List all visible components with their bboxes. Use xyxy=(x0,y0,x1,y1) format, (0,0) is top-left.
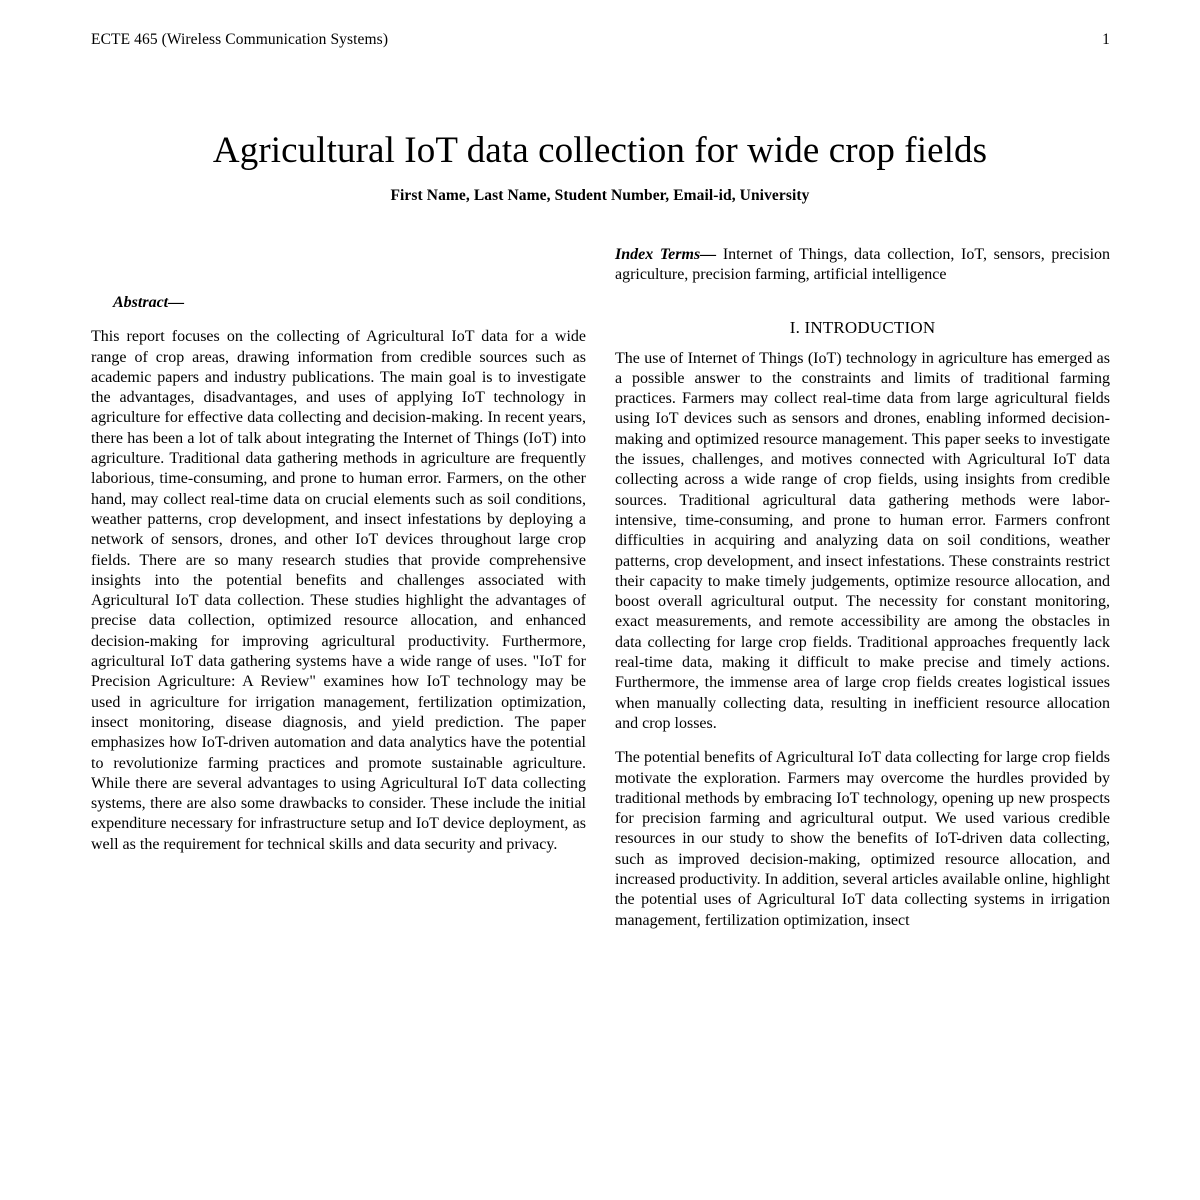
title-block xyxy=(120,128,1080,206)
abstract-heading: Abstract— xyxy=(113,294,185,311)
header-course-title: ECTE 465 (Wireless Communication Systems) xyxy=(91,31,389,48)
header-page-number: 1 xyxy=(1102,31,1110,48)
index-terms-label: Index Terms— xyxy=(615,246,717,263)
abstract-paragraph: This report focuses on the collecting of Agricultural IoT data for a wide range of crop areas, drawing information from credible sources such as academic papers and industry publications. The main goal is to investigate the advantages, disadvantages, and uses of applying IoT technology in agriculture for effective data collecting and decision-making. In recent years, there has been a lot of talk about integrating the Internet of Things (IoT) into agriculture. Traditional data gathering methods in agriculture are frequently laborious, time-consuming, and prone to human error. Farmers, on the other hand, may collect real-time data on crucial elements such as soil conditions, weather patterns, crop development, and insect infestations by deploying a network of sensors, drones, and other IoT devices throughout large crop fields. There are so many research studies that provide comprehensive insights into the potential benefits and challenges associated with Agricultural IoT data collection. These studies highlight the advantages of precise data collection, optimized resource allocation, and enhanced decision-making for improving agricultural productivity. Furthermore, agricultural IoT data gathering systems have a wide range of uses. "IoT for Precision Agriculture: A Review" examines how IoT technology may be used in agriculture for irrigation management, fertilization optimization, insect monitoring, disease diagnosis, and yield prediction. The paper emphasizes how IoT-driven automation and data analytics have the potential to revolutionize farming practices and promote sustainable agriculture. While there are several advantages to using Agricultural IoT data collecting systems, there are also some drawbacks to consider. These include the initial expenditure necessary for infrastructure setup and IoT device deployment, as well as the requirement for technical skills and data security and privacy. xyxy=(91,328,586,853)
right-column xyxy=(615,245,1110,1165)
index-terms-paragraph xyxy=(615,245,1110,286)
left-column-spacer xyxy=(91,245,586,293)
author-line: First Name, Last Name, Student Number, Email-id, University xyxy=(390,187,810,204)
page-title: Agricultural IoT data collection for wide crop fields xyxy=(212,130,988,171)
introduction-paragraph-1: The use of Internet of Things (IoT) technology in agriculture has emerged as a possible answer to the constraints and limits of traditional farming practices. Farmers may collect real-time data from large agricultural fields using IoT devices such as sensors and drones, enabling informed decision-making and optimized resource management. This paper seeks to investigate the issues, challenges, and motives connected with Agricultural IoT data collecting across a wide range of crop fields, using insights from credible sources. Traditional agricultural data gathering methods were labor-intensive, time-consuming, and prone to human error. Farmers confront difficulties in acquiring and analyzing data on soil conditions, weather patterns, crop development, and insect infestations. These constraints restrict their capacity to make timely judgements, optimize resource allocation, and boost overall agricultural output. The necessity for constant monitoring, exact measurements, and remote accessibility are among the obstacles in data collecting for large crop fields. Traditional approaches frequently lack real-time data, making it difficult to make precise and timely actions. Furthermore, the immense area of large crop fields creates logistical issues when manually collecting data, resulting in inefficient resource allocation and crop losses. xyxy=(615,349,1110,732)
body-columns xyxy=(91,245,1110,1165)
left-column xyxy=(91,245,586,1165)
index-terms-text: Internet of Things, data collection, IoT, sensors, precision agriculture, precision farming, artificial intelligence xyxy=(615,246,1111,284)
section-heading-introduction: I. INTRODUCTION xyxy=(789,317,936,337)
introduction-paragraph-2: The potential benefits of Agricultural IoT data collecting for large crop fields motivate the exploration. Farmers may overcome the hurdles provided by traditional methods by embracing IoT technology, opening up new prospects for precision farming and agricultural output. We used various credible resources in our study to show the benefits of IoT-driven data collecting, such as improved decision-making, optimized resource allocation, and increased productivity. In addition, several articles available online, highlight the potential uses of Agricultural IoT data collecting systems in irrigation management, fertilization optimization, insect xyxy=(615,749,1110,929)
running-header xyxy=(91,30,1110,50)
